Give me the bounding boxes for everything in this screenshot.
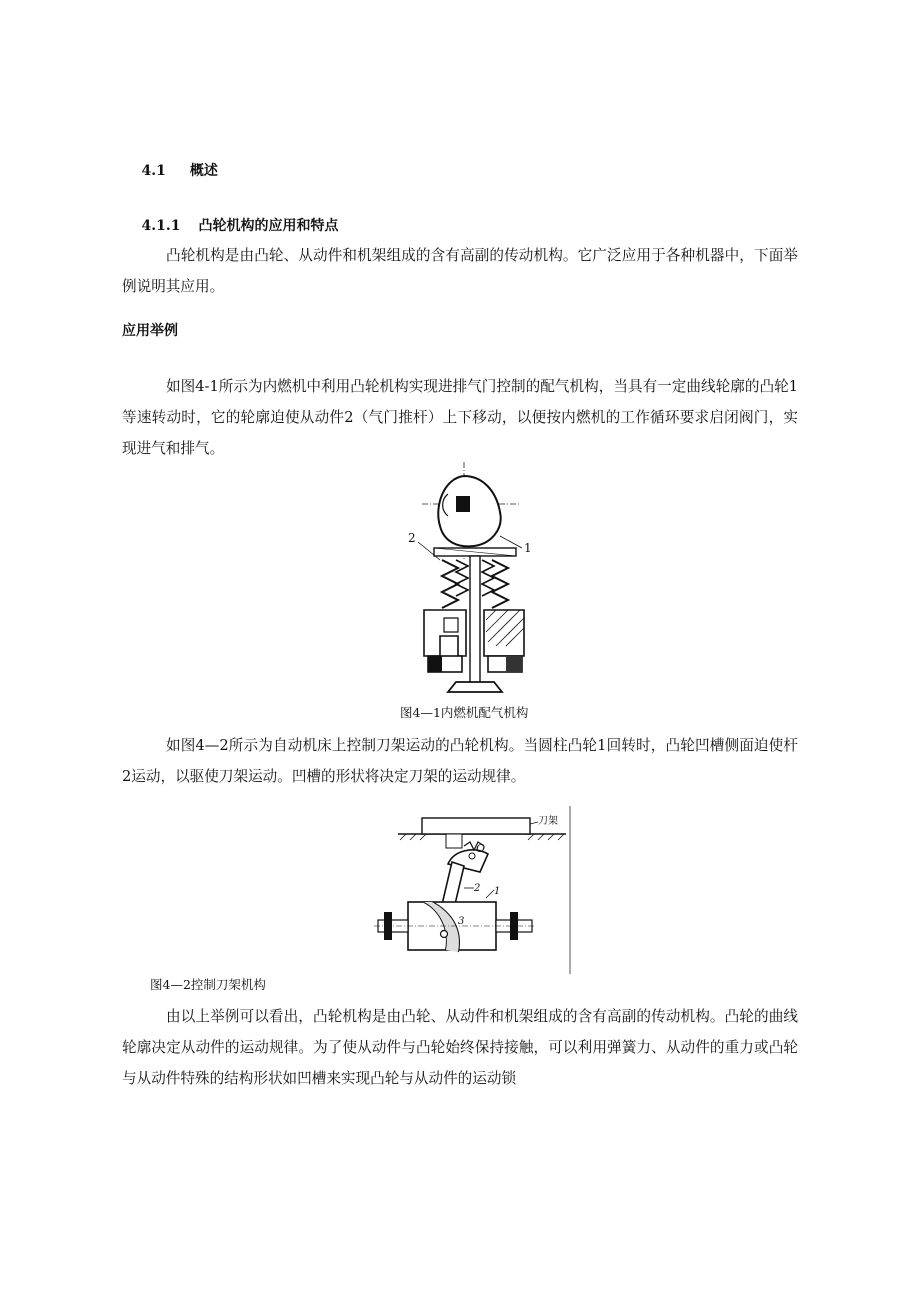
example1-paragraph: 如图4-1所示为内燃机中利用凸轮机构实现进排气门控制的配气机构，当具有一定曲线轮廓的凸轮1等速转动时，它的轮廓迫使从动件2（气门推杆）上下移动，以便按内燃机的工作循环要求启闭阀门，实现进气和排气。	[122, 378, 798, 457]
fig2-label-roller: 3	[458, 916, 465, 927]
figure2-caption: 图4—2控制刀架机构	[150, 977, 266, 992]
fig2-label-lever: 2	[474, 883, 481, 894]
tool-rest-mechanism-figure	[370, 806, 576, 976]
conclusion-paragraph: 由以上举例可以看出，凸轮机构是由凸轮、从动件和机架组成的含有高副的传动机构。凸轮的曲线轮廓决定从动件的运动规律。为了使从动件与凸轮始终保持接触，可以利用弹簧力、从动件的重力或凸轮与从动件特殊的结构形状如凹槽来实现凸轮与从动件的运动锁	[122, 1008, 798, 1087]
section-number: 4.1	[141, 163, 166, 179]
subsection-title: 凸轮机构的应用和特点	[198, 218, 339, 234]
section-heading	[122, 144, 218, 196]
fig1-label-follower: 2	[408, 531, 416, 545]
valve-mechanism-figure	[400, 460, 550, 700]
example2-paragraph: 如图4—2所示为自动机床上控制刀架运动的凸轮机构。当圆柱凸轮1回转时，凸轮凹槽侧面迫使杆2运动，以驱使刀架运动。凹槽的形状将决定刀架的运动规律。	[122, 737, 798, 785]
fig2-label-tool-rest: 刀架	[538, 816, 558, 827]
intro-paragraph: 凸轮机构是由凸轮、从动件和机架组成的含有高副的传动机构。它广泛应用于各种机器中，下面举例说明其应用。	[122, 247, 798, 295]
fig1-label-cam: 1	[524, 541, 532, 555]
subsection-number: 4.1.1	[141, 218, 181, 234]
fig2-label-pivot: O	[476, 842, 486, 855]
fig2-label-cylinder-cam: 1	[494, 886, 501, 897]
figure1-caption: 图4—1内燃机配气机构	[400, 705, 529, 720]
example-heading: 应用举例	[122, 323, 178, 339]
section-title: 概述	[189, 163, 218, 179]
